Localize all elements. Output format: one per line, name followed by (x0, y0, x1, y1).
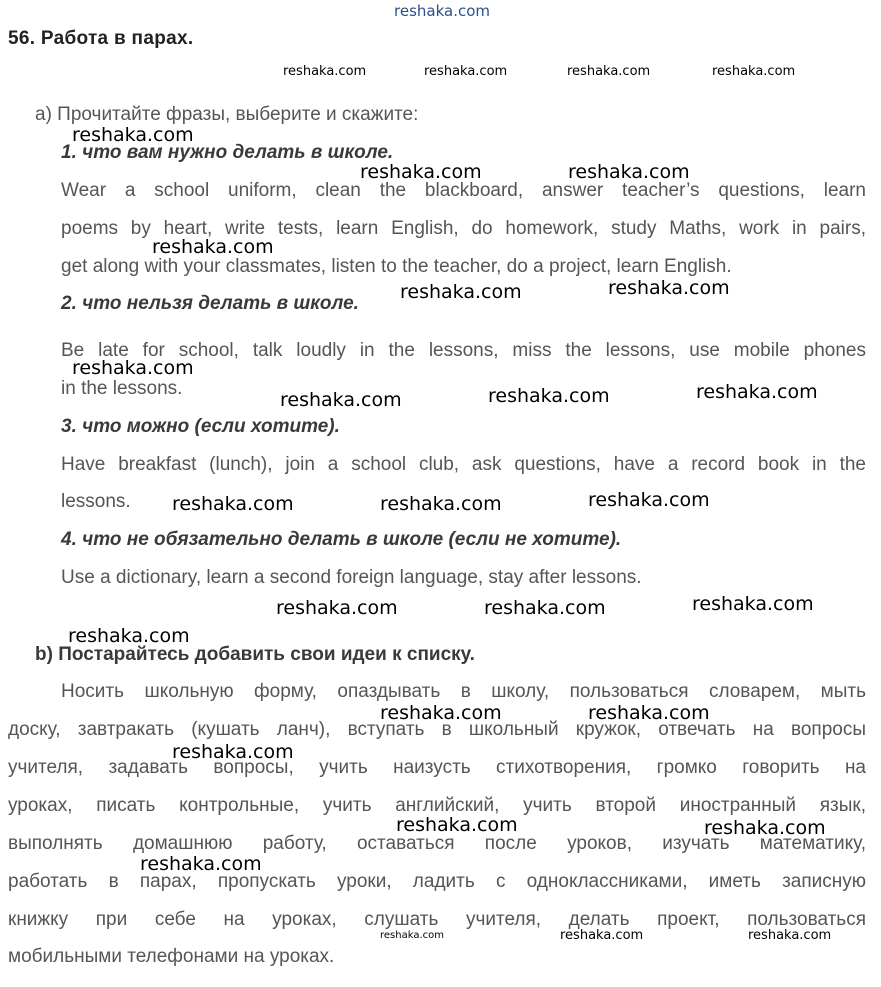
watermark: reshaka.com (712, 64, 796, 79)
watermark: reshaka.com (72, 357, 194, 379)
question-4-heading: 4. что не обязательно делать в школе (если не хотите). (61, 529, 622, 550)
watermark: reshaka.com (140, 853, 262, 875)
watermark: reshaka.com (283, 64, 367, 79)
part-b-line: доску, завтракать (кушать ланч), вступать в школьный кружок, отвечать на вопросы (8, 719, 866, 740)
watermark: reshaka.com (152, 236, 274, 258)
question-3-line: lessons. (61, 491, 131, 512)
watermark: reshaka.com (704, 817, 826, 839)
part-b-line: выполнять домашнюю работу, оставаться после уроков, изучать математику, (8, 833, 866, 854)
watermark: reshaka.com (72, 124, 194, 146)
part-b-line: мобильными телефонами на уроках. (8, 946, 335, 967)
watermark: reshaka.com (608, 277, 730, 299)
exercise-title: 56. Работа в парах. (8, 28, 194, 49)
watermark: reshaka.com (172, 741, 294, 763)
watermark: reshaka.com (568, 161, 690, 183)
watermark: reshaka.com (748, 928, 832, 943)
watermark: reshaka.com (488, 385, 610, 407)
watermark: reshaka.com (396, 814, 518, 836)
watermark: reshaka.com (172, 493, 294, 515)
question-2-line: in the lessons. (61, 378, 183, 399)
part-b-line: работать в парах, пропускать уроки, ладить с одноклассниками, иметь записную (8, 871, 866, 892)
question-4-line: Use a dictionary, learn a second foreign language, stay after lessons. (61, 567, 642, 588)
part-b-line: учителя, задавать вопросы, учить наизусть стихотворения, громко говорить на (8, 757, 866, 778)
part-b-heading: b) Постарайтесь добавить свои идеи к списку. (35, 644, 475, 665)
watermark: reshaka.com (380, 702, 502, 724)
watermark: reshaka.com (560, 928, 644, 943)
watermark: reshaka.com (484, 597, 606, 619)
watermark: reshaka.com (424, 64, 508, 79)
watermark: reshaka.com (360, 161, 482, 183)
part-b-line: Носить школьную форму, опаздывать в школу, пользоваться словарем, мыть (61, 681, 866, 702)
question-3-heading: 3. что можно (если хотите). (61, 416, 340, 437)
watermark: reshaka.com (400, 281, 522, 303)
watermark: reshaka.com (692, 593, 814, 615)
watermark: reshaka.com (380, 493, 502, 515)
watermark: reshaka.com (588, 702, 710, 724)
question-1-line: poems by heart, write tests, learn English, do homework, study Maths, work in pairs, (61, 218, 866, 239)
part-a-intro: a) Прочитайте фразы, выберите и скажите: (35, 104, 419, 125)
question-1-heading: 1. что вам нужно делать в школе. (61, 142, 394, 163)
part-b-line: уроках, писать контрольные, учить английский, учить второй иностранный язык, (8, 795, 866, 816)
question-3-line: Have breakfast (lunch), join a school club, ask questions, have a record book in the (61, 454, 866, 475)
question-2-heading: 2. что нельзя делать в школе. (61, 293, 359, 314)
watermark: reshaka.com (394, 2, 490, 20)
question-1-line: Wear a school uniform, clean the blackboard, answer teacher’s questions, learn (61, 180, 866, 201)
watermark: reshaka.com (280, 389, 402, 411)
watermark: reshaka.com (567, 64, 651, 79)
question-1-line: get along with your classmates, listen to the teacher, do a project, learn English. (61, 256, 732, 277)
watermark: reshaka.com (68, 625, 190, 647)
question-2-line: Be late for school, talk loudly in the lessons, miss the lessons, use mobile phones (61, 340, 866, 361)
watermark: reshaka.com (276, 597, 398, 619)
watermark: reshaka.com (380, 930, 444, 941)
part-b-line: книжку при себе на уроках, слушать учителя, делать проект, пользоваться (8, 909, 866, 930)
watermark: reshaka.com (588, 489, 710, 511)
watermark: reshaka.com (696, 381, 818, 403)
